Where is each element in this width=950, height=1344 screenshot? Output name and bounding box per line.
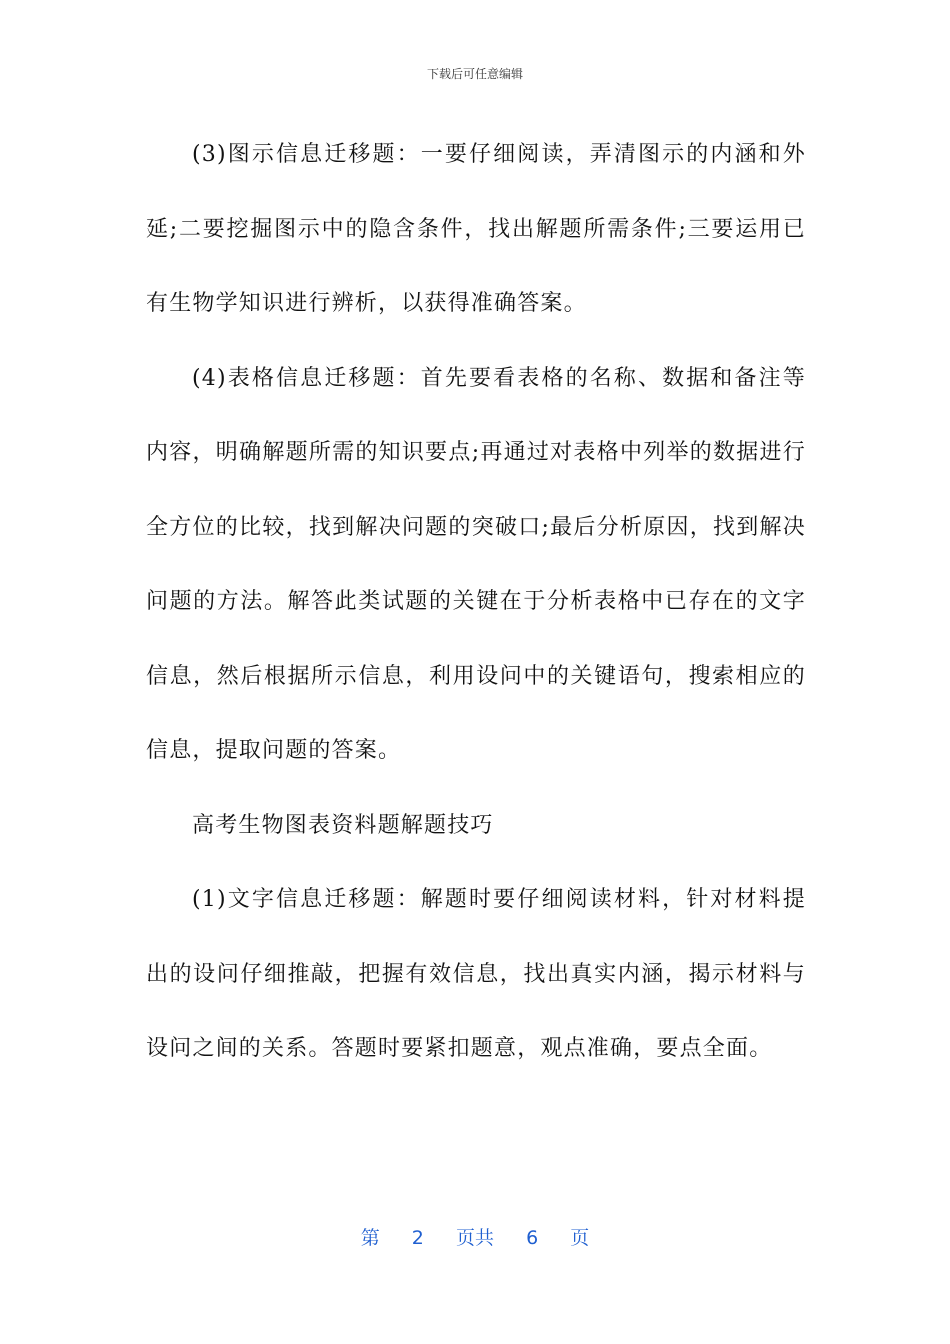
header-text: 下载后可任意编辑: [426, 67, 523, 81]
page-header: [0, 66, 950, 82]
footer-current-page: 2: [411, 1227, 424, 1249]
document-body: [146, 118, 806, 1087]
footer-label-before: 第: [360, 1227, 380, 1249]
footer-total-pages: 6: [526, 1227, 539, 1249]
section-heading: 高考生物图表资料题解题技巧: [192, 812, 494, 838]
paragraph-diagram-info: (3)图示信息迁移题：一要仔细阅读，弄清图示的内涵和外延;二要挖掘图示中的隐含条件，找出解题所需条件;三要运用已有生物学知识进行辨析，以获得准确答案。: [146, 142, 806, 316]
paragraph-text-info: (1)文字信息迁移题：解题时要仔细阅读材料，针对材料提出的设问仔细推敲，把握有效信息，找出真实内涵，揭示材料与设问之间的关系。答题时要紧扣题意，观点准确，要点全面。: [146, 887, 806, 1061]
footer-label-middle: 页共: [455, 1227, 494, 1249]
page-footer: [0, 1224, 950, 1252]
footer-label-after: 页: [570, 1227, 590, 1249]
paragraph-table-info: (4)表格信息迁移题：首先要看表格的名称、数据和备注等内容，明确解题所需的知识要点;再通过对表格中列举的数据进行全方位的比较，找到解决问题的突破口;最后分析原因，找到解决问题的方法。解答此类试题的关键在于分析表格中已存在的文字信息，然后根据所示信息，利用设问中的关键语句，搜索相应的信息，提取问题的答案。: [146, 365, 806, 763]
